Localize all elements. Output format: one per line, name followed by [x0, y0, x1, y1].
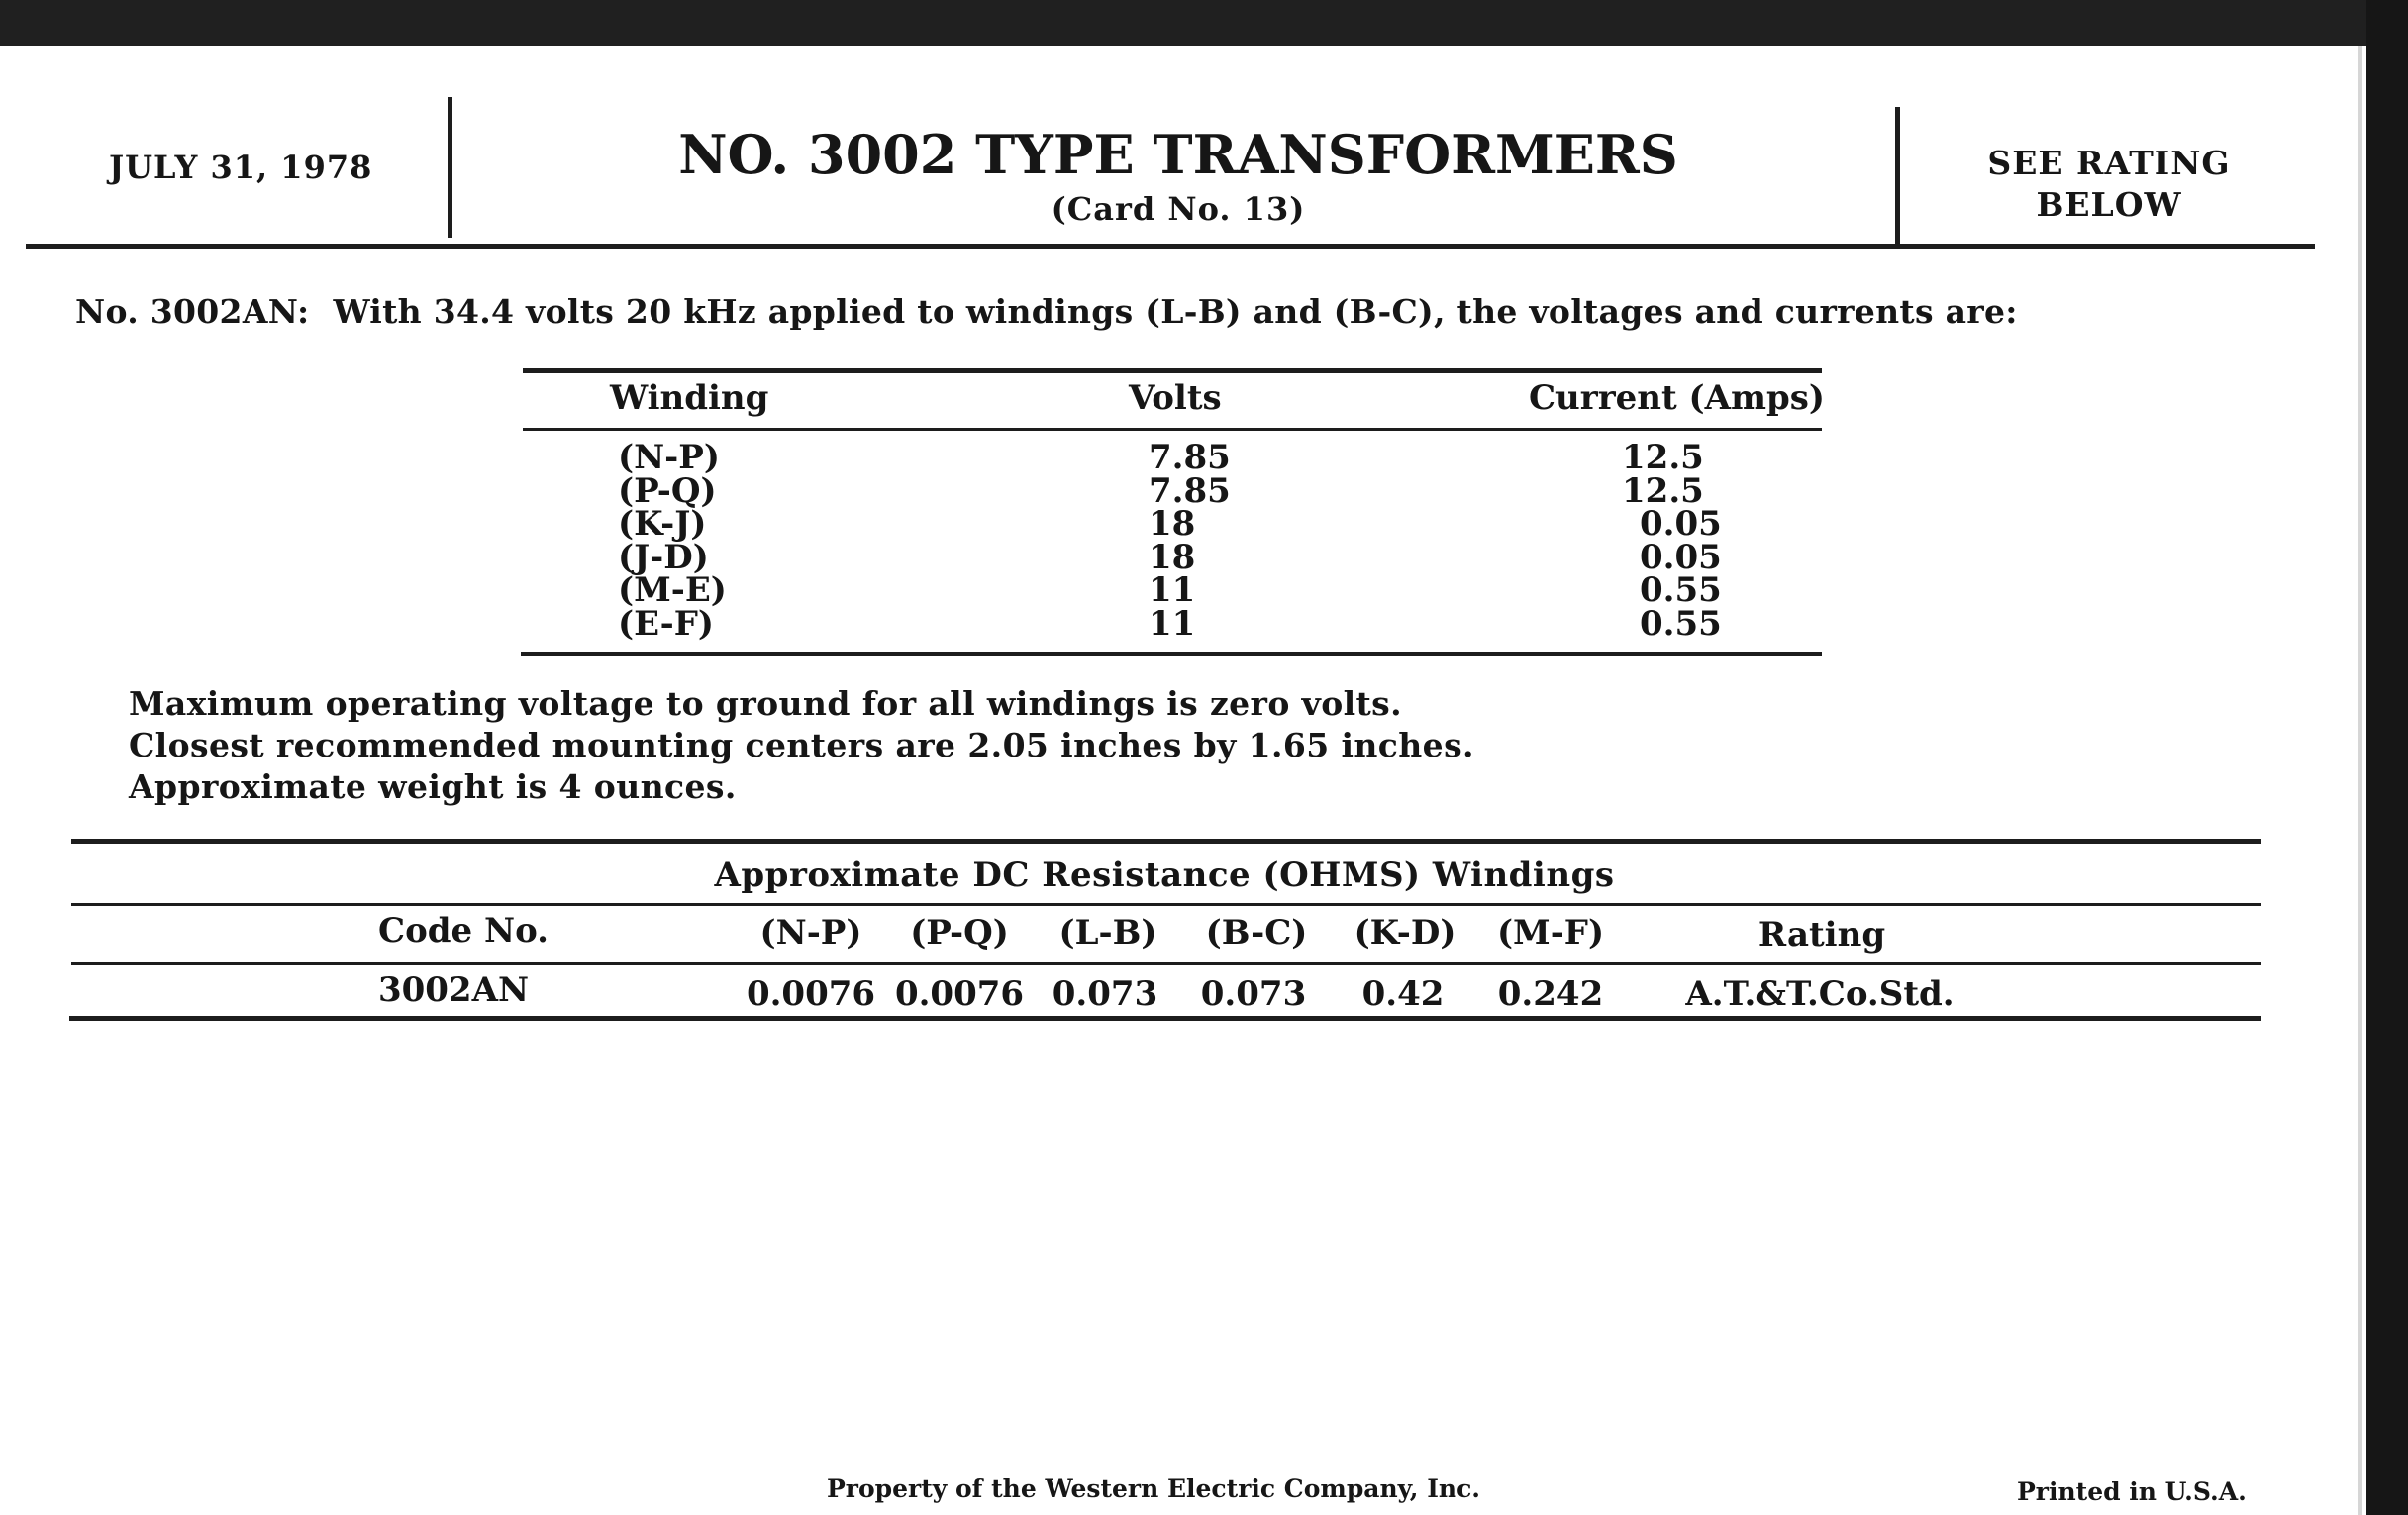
winding-cell: (K-J): [618, 504, 707, 544]
volts-cell: 7.85: [1149, 470, 1231, 511]
table-row: [523, 603, 1822, 644]
resistance-top-rule: [71, 839, 2261, 844]
kd-cell: 0.42: [1361, 974, 1445, 1014]
winding-cell: (N-P): [618, 438, 720, 477]
lb-cell: 0.073: [1052, 974, 1158, 1014]
scan-right-border: [2366, 0, 2408, 1515]
resistance-title: Approximate DC Resistance (OHMS) Windings: [714, 856, 1615, 895]
note-line: Closest recommended mounting centers are 2.05 inches by 1.65 inches.: [129, 726, 1474, 764]
table-row: [523, 570, 1822, 610]
winding-cell: (J-D): [618, 537, 709, 577]
header-divider-left: [448, 97, 452, 238]
current-cell: 12.5: [1622, 438, 1704, 477]
voltage-table-top-rule: [523, 368, 1822, 373]
table-row: [523, 438, 1822, 477]
voltage-table-bottom-rule: [521, 652, 1822, 656]
header-code: Code No.: [378, 911, 549, 951]
header-bc: (B-C): [1205, 913, 1308, 953]
current-cell: 0.55: [1640, 603, 1722, 644]
footer-printed: Printed in U.S.A.: [2017, 1477, 2247, 1506]
header-mf: (M-F): [1496, 913, 1605, 953]
header-pq: (P-Q): [910, 913, 1009, 953]
note-line: Approximate weight is 4 ounces.: [129, 767, 737, 806]
table-row: [523, 504, 1822, 544]
current-cell: 0.55: [1640, 570, 1722, 610]
header-rule: [26, 244, 2315, 249]
mf-cell: 0.242: [1497, 974, 1604, 1014]
card-date: JULY 31, 1978: [109, 149, 373, 186]
rating-note-line2: BELOW: [2036, 185, 2182, 224]
card-subtitle: (Card No. 13): [1051, 190, 1306, 228]
winding-cell: (E-F): [618, 603, 714, 644]
header-lb: (L-B): [1058, 913, 1157, 953]
volts-cell: 7.85: [1149, 438, 1231, 477]
winding-cell: (M-E): [618, 570, 727, 610]
np-cell: 0.0076: [746, 974, 876, 1014]
note-line: Maximum operating voltage to ground for all windings is zero volts.: [129, 684, 1403, 723]
header-np: (N-P): [759, 913, 862, 953]
scan-top-border: [0, 0, 2408, 46]
notes: [129, 683, 1474, 808]
table-row: [523, 470, 1822, 511]
volts-cell: 11: [1149, 570, 1196, 610]
bc-cell: 0.073: [1200, 974, 1307, 1014]
footer-property: Property of the Western Electric Company, Inc.: [827, 1474, 1481, 1503]
voltage-table-header-rule: [523, 428, 1822, 431]
header-volts: Volts: [1129, 378, 1222, 418]
intro-line: [75, 292, 2018, 331]
volts-cell: 11: [1149, 603, 1196, 644]
voltage-table-body: [523, 438, 1822, 644]
card-title: NO. 3002 TYPE TRANSFORMERS: [678, 123, 1678, 186]
resistance-header-rule: [71, 962, 2261, 965]
pq-cell: 0.0076: [894, 974, 1025, 1014]
current-cell: 0.05: [1640, 537, 1722, 577]
card-edge: [2358, 46, 2362, 1515]
header-divider-right: [1895, 107, 1900, 248]
table-row: [523, 537, 1822, 577]
intro-text: With 34.4 volts 20 kHz applied to windings (L-B) and (B-C), the voltages and currents are:: [333, 292, 2018, 331]
winding-cell: (P-Q): [618, 470, 717, 511]
current-cell: 0.05: [1640, 504, 1722, 544]
volts-cell: 18: [1149, 504, 1196, 544]
header-rating: Rating: [1757, 915, 1886, 955]
rating-cell: A.T.&T.Co.Std.: [1685, 974, 1955, 1014]
rating-note-line1: SEE RATING: [1987, 144, 2231, 182]
header-winding: Winding: [610, 378, 769, 418]
code-cell: 3002AN: [377, 970, 530, 1010]
rating-note: [1921, 143, 2297, 226]
current-cell: 12.5: [1622, 470, 1704, 511]
header-kd: (K-D): [1354, 913, 1456, 953]
resistance-title-rule: [71, 903, 2261, 906]
resistance-bottom-rule: [69, 1016, 2261, 1021]
intro-code: No. 3002AN:: [75, 292, 310, 331]
header-current: Current (Amps): [1529, 378, 1825, 418]
volts-cell: 18: [1149, 537, 1196, 577]
